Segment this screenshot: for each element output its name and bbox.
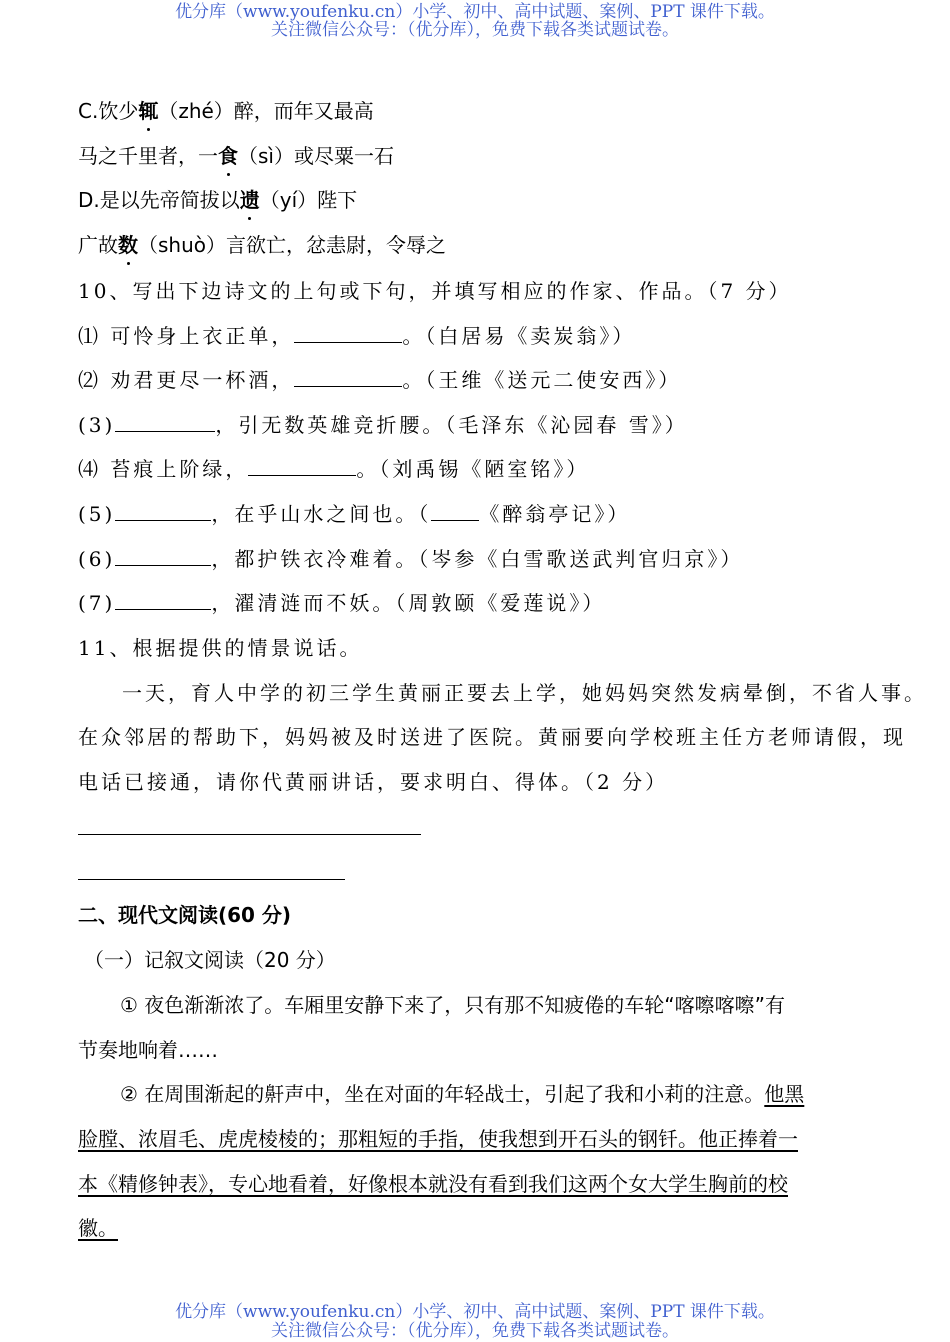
q10-item-2: ⑵ 劝君更尽一杯酒， 。（王维《送元二使安西》） xyxy=(78,368,682,392)
header-line-2: 关注微信公众号：（优分库），免费下载各类试题试卷。 xyxy=(271,20,679,40)
option-c-line-2: 马之千里者，一食（sì）或尽粟一石 xyxy=(78,144,394,168)
answer-line-2[interactable] xyxy=(78,879,345,880)
author-blank[interactable] xyxy=(431,502,479,521)
passage-para-1-line-2: 节奏地响着…… xyxy=(78,1038,218,1062)
passage-para-1-line-1: ① 夜色渐渐浓了。车厢里安静下来了，只有那不知疲倦的车轮“喀嚓喀嚓”有 xyxy=(120,993,786,1017)
q11-para-2: 在众邻居的帮助下，妈妈被及时送进了医院。黄丽要向学校班主任方老师请假，现 xyxy=(78,725,906,749)
option-d-line-2: 广故数（shuò）言欲亡，忿恚尉，令辱之 xyxy=(78,233,447,257)
answer-blank[interactable] xyxy=(115,547,211,566)
passage-para-2-line-2: 脸膛、浓眉毛、虎虎棱棱的；那粗短的手指，使我想到开石头的钢钎。他正捧着一 xyxy=(78,1127,798,1151)
answer-blank[interactable] xyxy=(248,457,356,476)
dotted-char: 辄 xyxy=(138,99,159,123)
footer-line-2: 关注微信公众号：（优分库），免费下载各类试题试卷。 xyxy=(271,1321,679,1341)
passage-para-2-line-4: 徽。 xyxy=(78,1216,118,1240)
footer-line-1: 优分库（www.youfenku.cn）小学、初中、高中试题、案例、PPT 课件下载。 xyxy=(175,1302,775,1322)
q10-item-3: (3) ，引无数英雄竞折腰。（毛泽东《沁园春 雪》） xyxy=(78,413,688,437)
q11-para-3: 电话已接通，请你代黄丽讲话，要求明白、得体。（2 分） xyxy=(78,770,669,794)
answer-blank[interactable] xyxy=(294,368,402,387)
q10-item-4: ⑷ 苔痕上阶绿， 。（刘禹锡《陋室铭》） xyxy=(78,457,590,481)
section-2-title: 二、现代文阅读(60 分) xyxy=(78,903,292,927)
section-2-subtitle: （一）记叙文阅读（20 分） xyxy=(84,948,336,972)
answer-line-1[interactable] xyxy=(78,834,421,835)
dotted-char: 食 xyxy=(218,144,238,168)
q11-para-1: 一天，育人中学的初三学生黄丽正要去上学，她妈妈突然发病晕倒，不省人事。 xyxy=(122,681,927,705)
option-d-line-1: D.是以先帝简拔以遗（yí）陛下 xyxy=(78,188,358,212)
q10-item-7: (7) ，濯清涟而不妖。（周敦颐《爱莲说》） xyxy=(78,591,606,615)
answer-blank[interactable] xyxy=(115,591,211,610)
answer-blank[interactable] xyxy=(115,413,215,432)
q10-item-6: (6) ，都护铁衣冷难着。（岑参《白雪歌送武判官归京》） xyxy=(78,547,744,571)
dotted-char: 数 xyxy=(118,233,138,257)
passage-para-2-line-1: ② 在周围渐起的鼾声中，坐在对面的年轻战士，引起了我和小莉的注意。他黑 xyxy=(120,1082,805,1106)
answer-blank[interactable] xyxy=(294,324,402,343)
q11-title: 11、根据提供的情景说话。 xyxy=(78,636,363,660)
q10-item-1: ⑴ 可怜身上衣正单， 。（白居易《卖炭翁》） xyxy=(78,324,636,348)
dotted-char: 遗 xyxy=(239,188,260,212)
passage-para-2-line-3: 本《精修钟表》，专心地看着，好像根本就没有看到我们这两个女大学生胸前的校 xyxy=(78,1172,788,1196)
answer-blank[interactable] xyxy=(115,502,211,521)
header-line-1: 优分库（www.youfenku.cn）小学、初中、高中试题、案例、PPT 课件下载。 xyxy=(175,2,775,22)
option-c-line-1: C.饮少辄（zhé）醉，而年又最高 xyxy=(78,99,374,123)
q10-item-5: (5) ，在乎山水之间也。（ 《醉翁亭记》） xyxy=(78,502,631,526)
q10-title: 10、写出下边诗文的上句或下句，并填写相应的作家、作品。（7 分） xyxy=(78,279,792,303)
